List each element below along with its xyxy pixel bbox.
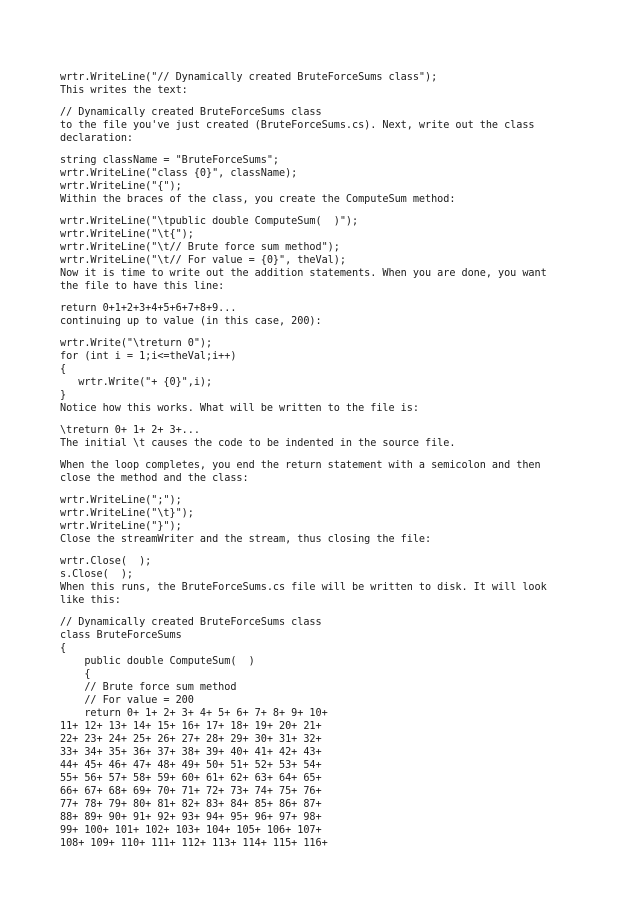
text-line: wrtr.WriteLine(";"); xyxy=(60,495,182,506)
text-line: Within the braces of the class, you create the ComputeSum method: xyxy=(60,194,456,205)
text-line: { xyxy=(60,669,91,680)
text-block xyxy=(60,494,620,546)
text-line: declaration: xyxy=(60,133,134,144)
paragraph-gap xyxy=(60,415,620,424)
text-line: 66+ 67+ 68+ 69+ 70+ 71+ 72+ 73+ 74+ 75+ 76+ xyxy=(60,786,322,797)
paragraph-gap xyxy=(60,450,620,459)
text-line: wrtr.WriteLine("{"); xyxy=(60,181,182,192)
text-line: 55+ 56+ 57+ 58+ 59+ 60+ 61+ 62+ 63+ 64+ 65+ xyxy=(60,773,322,784)
text-line: The initial \t causes the code to be indented in the source file. xyxy=(60,438,456,449)
paragraph-gap xyxy=(60,328,620,337)
text-line: wrtr.Close( ); xyxy=(60,556,152,567)
text-block xyxy=(60,616,620,850)
text-line: When this runs, the BruteForceSums.cs file will be written to disk. It will look xyxy=(60,582,547,593)
text-line: for (int i = 1;i<=theVal;i++) xyxy=(60,351,237,362)
text-line: // Brute force sum method xyxy=(60,682,237,693)
text-line: wrtr.Write("\treturn 0"); xyxy=(60,338,213,349)
text-line: close the method and the class: xyxy=(60,473,249,484)
text-line: to the file you've just created (BruteForceSums.cs). Next, write out the class xyxy=(60,120,535,131)
text-line: wrtr.WriteLine("\tpublic double ComputeSum( )"); xyxy=(60,216,359,227)
text-line: wrtr.WriteLine("\t}"); xyxy=(60,508,194,519)
text-block xyxy=(60,215,620,293)
text-line: // Dynamically created BruteForceSums class xyxy=(60,617,322,628)
text-line: class BruteForceSums xyxy=(60,630,182,641)
text-line: 77+ 78+ 79+ 80+ 81+ 82+ 83+ 84+ 85+ 86+ 87+ xyxy=(60,799,322,810)
paragraph-gap xyxy=(60,546,620,555)
text-line: string className = "BruteForceSums"; xyxy=(60,155,280,166)
text-block xyxy=(60,555,620,607)
text-line: Now it is time to write out the addition statements. When you are done, you want xyxy=(60,268,547,279)
text-line: 33+ 34+ 35+ 36+ 37+ 38+ 39+ 40+ 41+ 42+ 43+ xyxy=(60,747,322,758)
text-line: // Dynamically created BruteForceSums class xyxy=(60,107,322,118)
text-block xyxy=(60,71,620,97)
text-line: wrtr.WriteLine("\t// Brute force sum method"); xyxy=(60,242,340,253)
paragraph-gap xyxy=(60,97,620,106)
text-block xyxy=(60,154,620,206)
paragraph-gap xyxy=(60,145,620,154)
paragraph-gap xyxy=(60,206,620,215)
text-line: wrtr.WriteLine("\t{"); xyxy=(60,229,194,240)
text-line: return 0+ 1+ 2+ 3+ 4+ 5+ 6+ 7+ 8+ 9+ 10+ xyxy=(60,708,328,719)
text-line: Close the streamWriter and the stream, thus closing the file: xyxy=(60,534,432,545)
text-line: 22+ 23+ 24+ 25+ 26+ 27+ 28+ 29+ 30+ 31+ 32+ xyxy=(60,734,322,745)
text-block xyxy=(60,302,620,328)
paragraph-gap xyxy=(60,607,620,616)
text-line: // For value = 200 xyxy=(60,695,194,706)
text-line: \treturn 0+ 1+ 2+ 3+... xyxy=(60,425,200,436)
text-line: the file to have this line: xyxy=(60,281,225,292)
paragraph-gap xyxy=(60,485,620,494)
text-line: { xyxy=(60,643,67,654)
text-line: wrtr.WriteLine("// Dynamically created BruteForceSums class"); xyxy=(60,72,438,83)
text-line: wrtr.WriteLine("}"); xyxy=(60,521,182,532)
document-body xyxy=(60,71,620,850)
text-line: } xyxy=(60,390,67,401)
text-block xyxy=(60,459,620,485)
text-line: 44+ 45+ 46+ 47+ 48+ 49+ 50+ 51+ 52+ 53+ 54+ xyxy=(60,760,322,771)
text-block xyxy=(60,106,620,145)
text-line: wrtr.WriteLine("\t// For value = {0}", theVal); xyxy=(60,255,346,266)
text-block xyxy=(60,337,620,415)
text-line: wrtr.WriteLine("class {0}", className); xyxy=(60,168,298,179)
text-line: 11+ 12+ 13+ 14+ 15+ 16+ 17+ 18+ 19+ 20+ 21+ xyxy=(60,721,322,732)
text-line: 99+ 100+ 101+ 102+ 103+ 104+ 105+ 106+ 107+ xyxy=(60,825,322,836)
text-line: like this: xyxy=(60,595,121,606)
text-line: When the loop completes, you end the return statement with a semicolon and then xyxy=(60,460,541,471)
text-line: 108+ 109+ 110+ 111+ 112+ 113+ 114+ 115+ 116+ xyxy=(60,838,328,849)
text-line: This writes the text: xyxy=(60,85,188,96)
text-line: Notice how this works. What will be written to the file is: xyxy=(60,403,419,414)
text-line: s.Close( ); xyxy=(60,569,134,580)
text-line: { xyxy=(60,364,67,375)
text-line: continuing up to value (in this case, 200): xyxy=(60,316,322,327)
paragraph-gap xyxy=(60,293,620,302)
text-line: wrtr.Write("+ {0}",i); xyxy=(60,377,213,388)
text-line: return 0+1+2+3+4+5+6+7+8+9... xyxy=(60,303,237,314)
text-line: 88+ 89+ 90+ 91+ 92+ 93+ 94+ 95+ 96+ 97+ 98+ xyxy=(60,812,322,823)
text-line: public double ComputeSum( ) xyxy=(60,656,255,667)
text-block xyxy=(60,424,620,450)
